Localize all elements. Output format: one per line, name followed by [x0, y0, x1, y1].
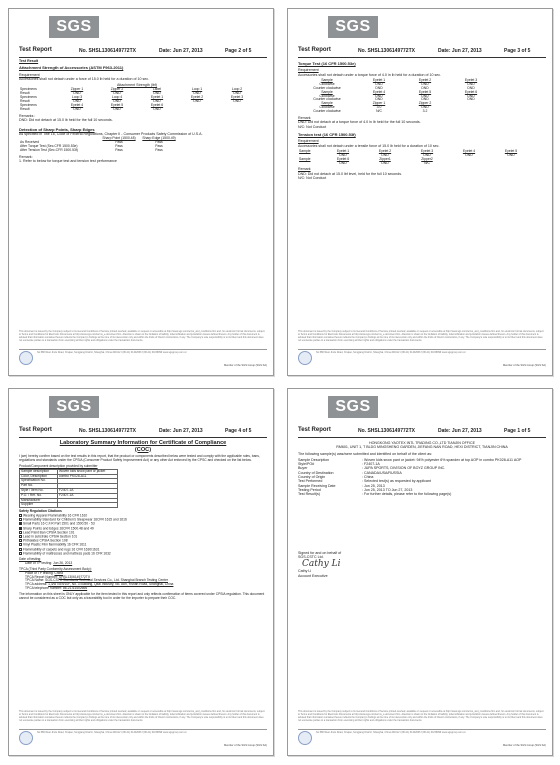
section-title: Tension test (16 CFR 1500.53f) — [298, 131, 356, 137]
section-text: As specified in Title 16, Code of Federal Regulations, Chapter II - Consumer Products Safety Commission of U.S.A. — [19, 131, 203, 136]
strength-table — [19, 88, 257, 111]
row-label: Sample — [299, 156, 311, 161]
torque-table — [298, 79, 494, 114]
row-label: Sample — [321, 101, 333, 106]
table-cell: Loop 2 — [231, 87, 243, 92]
table-row — [298, 110, 494, 114]
remark-label: Remark: — [19, 154, 33, 159]
signer-name: Cathy Li — [298, 569, 312, 574]
signer-title: Account Executive — [298, 573, 328, 578]
row-label: Clockwise — [319, 93, 335, 98]
footer-rule — [298, 349, 546, 350]
table-cell: Eyelet 1 — [336, 148, 350, 153]
table-cell: Loop 1 — [191, 87, 203, 92]
footer-address: No.588 West Jindu Road, Xinqiao, Songjiang District, Shanghai, China 201612 t (86-21) 61402666 f (86-21) 61156899 www.sgsgroup.com.cn — [37, 351, 187, 354]
sharp-table — [19, 137, 179, 153]
row-label — [298, 162, 322, 166]
report-label: Test Report — [298, 427, 331, 433]
table-cell: Loop 4 — [111, 95, 123, 100]
remark-text: N/C: Not Conduct — [298, 176, 327, 181]
coc-disclaimer: The information on this sheet is ONLY applicable for the item tested in this report and only reflects confirmation of items covered under CPSIA regulation. This document cannot be considered as a COC but only as a traceability tool in order for the importer to prepare their COC. — [19, 591, 265, 600]
table-cell — [177, 108, 217, 112]
remarks-text: DND: Did not detach at 15.0 lb held for the full 10 seconds. — [19, 118, 113, 123]
tension-table — [298, 150, 532, 166]
coc-title: (COC) — [134, 446, 152, 453]
sample-fields — [298, 458, 546, 497]
remarks-label: Remarks : — [19, 113, 36, 118]
member-line: Member of the SGS Group (SGS SA) — [224, 364, 267, 367]
member-line: Member of the SGS Group (SGS SA) — [503, 744, 546, 747]
table-cell: DND — [375, 81, 383, 86]
footer-address: No.588 West Jindu Road, Xinqiao, Songjiang District, Shanghai, China 201612 t (86-21) 61402666 f (86-21) 61156899 www.sgsgroup.com.cn — [316, 731, 466, 734]
citation-list — [19, 514, 267, 556]
table-cell: 3.0 — [376, 105, 382, 110]
signature: Cathy Li — [302, 559, 341, 570]
desc-label: Product/Component description provided by submitter — [19, 463, 98, 468]
table-cell: DND — [467, 81, 475, 86]
citation-item — [19, 552, 267, 556]
table-cell: Pass — [155, 147, 163, 152]
row-label: Result — [20, 99, 30, 104]
table-cell: DND — [113, 91, 121, 96]
sgs-seal-icon — [19, 351, 33, 365]
report-page-4 — [8, 388, 274, 756]
sample-intro: The following sample(s) was/were submitted and identified on behalf of the client as: — [298, 451, 433, 456]
report-label: Test Report — [19, 47, 52, 53]
requirement-text: Accessories shall not detach under a force of 15.0 lb held for a duration of 10 sec. — [19, 76, 150, 81]
table-cell: DND — [339, 152, 347, 157]
citation-text: Flammability of carpets and rugs 16 CFR 1630/1631 — [23, 547, 100, 552]
table-cell: DND — [233, 91, 241, 96]
row-label: Sample — [321, 77, 333, 82]
page-footer — [19, 331, 267, 371]
table-cell — [58, 503, 118, 508]
table-cell: Eyelet 6 — [336, 156, 350, 161]
field-value: : F2407-1A — [362, 462, 380, 467]
report-label: Test Report — [19, 427, 52, 433]
requirement-label: Requirement — [19, 72, 40, 77]
requirement-label: Requirement — [298, 139, 319, 144]
citation-text: Flammability of mattresses and mattress pads 16 CFR 1632 — [23, 551, 111, 556]
table-cell: Eyelet 3 — [420, 148, 434, 153]
table-cell: DND — [153, 91, 161, 96]
section-title: Detection of Sharp Points, Sharp Edges — [19, 126, 95, 132]
table-cell: DND — [375, 85, 383, 90]
table-cell: DND — [507, 152, 515, 157]
table-cell: DND — [193, 91, 201, 96]
table-cell: DND — [423, 152, 431, 157]
test-result-heading: Test Result — [19, 59, 39, 63]
sgs-logo: SGS — [328, 16, 378, 38]
remark-text: DND: Did not detach at a torque force of 4.0 in lb held for the full 10 seconds. — [298, 120, 421, 125]
field-label: Country of Origin — [298, 475, 326, 480]
row-label: Clockwise — [319, 105, 335, 110]
field-value: : JUPA SPORTS, DIVISION OF BOYZ GROUP INC. — [362, 466, 446, 471]
report-page-2 — [8, 8, 274, 376]
table-cell: Label — [152, 87, 162, 92]
page-footer — [298, 331, 546, 371]
table-cell: Eyelet 4 — [372, 89, 386, 94]
field-label: Test Result(s) — [298, 492, 320, 497]
report-number: No. SHSL1306149772TX — [79, 428, 136, 434]
table-cell: DND — [73, 91, 81, 96]
footer-rule — [19, 349, 267, 350]
remark-label: Remark — [298, 116, 311, 121]
row-label: Specification No. — [20, 479, 58, 484]
row-label: As Received — [20, 140, 40, 145]
row-label: Counter clockwise — [313, 109, 341, 114]
table-cell: DND — [467, 97, 475, 102]
sgs-logo: SGS — [328, 396, 378, 418]
kv-value: 86-21-61402666 — [62, 586, 88, 591]
report-page-3 — [287, 8, 553, 376]
unchecked-box-icon — [19, 548, 22, 551]
table-cell: Zipper 1 — [70, 87, 84, 92]
table-cell: Eyelet 5 — [418, 89, 432, 94]
citation-text: Small Parts 16 C.F.R Part 1501 and 1500.50 - 53 — [23, 521, 95, 526]
date-testing-label: Date of testing: — [19, 557, 42, 562]
unchecked-box-icon — [19, 514, 22, 517]
table-cell: Eyelet 6 — [464, 89, 478, 94]
row-label: P.O. / Ref. No. — [20, 493, 58, 498]
table-cell: Eyelet 2 — [190, 95, 204, 100]
table-cell: Zipper 2 — [418, 101, 432, 106]
sgs-logo: SGS — [49, 396, 99, 418]
table-cell: Eyelet 4 — [70, 103, 84, 108]
kv-value: 1,4/6/7/8/9/10F, No. 3 Building, Qitai Industry, No. 889, Yishan Road, Shanghai, China — [48, 582, 174, 587]
kv-label: TPCA Report Number: — [25, 574, 58, 579]
table-cell — [490, 162, 532, 166]
signed-line: Signed for and on behalf of — [298, 550, 342, 555]
table-cell: Eyelet 2 — [378, 148, 392, 153]
table-cell: Zipper1 — [379, 156, 391, 161]
page-body — [298, 59, 546, 180]
field-value: : Woven kids snow pant or jacket: 94% polyester 6% spandex at top AOP in combo PK028-A11 AOP — [362, 457, 522, 462]
table-cell: DND — [467, 93, 475, 98]
applicant-address: RM601, UNIT 1, T BLDG MINGSHENG GARDEN, JIEFANG NAN ROAD, HEXI DISTRICT, TIANJIN CHINA — [336, 445, 508, 450]
table-cell: N/C — [424, 160, 430, 165]
row-label: Supplier — [20, 503, 58, 508]
page-body — [19, 59, 267, 163]
row-label: Sample description — [20, 469, 58, 474]
report-date: Date: Jun 27, 2013 — [438, 428, 482, 434]
unchecked-box-icon — [19, 552, 22, 555]
table-cell: DND — [73, 107, 81, 112]
citation-text: Sharp Points and Edges 16CFR 1500.48 and 49 — [23, 525, 94, 530]
safety-title: Safety Regulation Citations — [19, 509, 62, 514]
row-label: Counter clockwise — [313, 85, 341, 90]
sgs-logo: SGS — [49, 16, 99, 38]
table-cell: Eyelet 5 — [110, 103, 124, 108]
table-row — [19, 108, 257, 112]
citation-text: Lead Paint Ban CPSIA Section 101 — [23, 530, 75, 535]
tp-date-row — [25, 562, 267, 566]
row-label: Color, Description — [20, 474, 58, 479]
table-cell: Pass — [115, 147, 123, 152]
sgs-seal-icon — [298, 351, 312, 365]
requirement-text: Accessories shall not detach under a torque force of 4.0 in lb held for a duration of 10 sec. — [298, 72, 442, 77]
table-row — [298, 162, 532, 166]
table-cell: Eyelet 4 — [462, 148, 476, 153]
strength-header: Attachment Strength (lbf) — [117, 83, 157, 88]
footer-address: No.588 West Jindu Road, Xinqiao, Songjiang District, Shanghai, China 201612 t (86-21) 61402666 f (86-21) 61156899 www.sgsgroup.com.cn — [37, 731, 187, 734]
applicant-name: HONGKONG YAOTEX INTL TRADING CO.,LTD TIANJIN OFFICE — [369, 441, 475, 445]
table-cell: Eyelet 1 — [372, 77, 386, 82]
citation-text: Phthalates CPSIA Section 108 — [23, 538, 68, 543]
table-cell: Pass — [115, 143, 123, 148]
table-cell — [217, 108, 257, 112]
table-cell: Zipper2 — [421, 156, 433, 161]
page-body — [298, 441, 546, 578]
table-cell: DND — [421, 93, 429, 98]
unchecked-box-icon — [19, 531, 22, 534]
report-date: Date: Jun 27, 2013 — [159, 48, 203, 54]
citation-text: Vinyl Plastic Film flammability 16 CFR 1611 — [23, 542, 87, 547]
citation-text: Lead in substrate CPSIA Section 101 — [23, 534, 78, 539]
row-label: Counter clockwise — [313, 97, 341, 102]
footer-address: No.588 West Jindu Road, Xinqiao, Songjiang District, Shanghai, China 201612 t (86-21) 61402666 f (86-21) 61156899 www.sgsgroup.com.cn — [316, 351, 466, 354]
table-cell: Pass — [155, 143, 163, 148]
citation-text: Wearing Apparel Flammability 16 CFR 1610 — [23, 513, 88, 518]
remark-text: N/C: Not Conduct — [298, 124, 327, 129]
coc-intro: I (we) hereby confirm based on the test results in this report, that the product or components described below were tested and comply with the applicable rules, bans, regulations and standards under the CPSIA (Consumer Product Safety Improvement Act) or any other Act enforced by the CPSC and checked on the list below. — [19, 454, 260, 463]
table-cell: Loop 3 — [71, 95, 83, 100]
table-cell: Woven kids snow pant or jacket — [58, 469, 118, 474]
requirement-label: Requirement — [298, 68, 319, 73]
header-rule — [19, 437, 267, 438]
footer-terms: This document is issued by the Company subject to its General Conditions of Service printed overleaf, available on request or accessible at http://www.sgs.com/terms_and_conditions.htm and, for electronic format documents, subject to Terms and Conditions for Electronic Documents at http://www.sgs.com/terms_e-document.htm. Attention is drawn to the limitation of liability, indemnification and jurisdiction issues defined therein. Any holder of this document is advised that information contained hereon reflects the Company's findings at the time of its intervention only and within the limits of Client's instructions, if any. The Company's sole responsibility is to its Client and this document does not exonerate parties to a transaction from exercising all their rights and obligations under the transaction documents. — [19, 710, 265, 722]
table-cell: Pass — [115, 140, 123, 145]
kv-label: TPCA telephone number: — [25, 586, 63, 591]
table-cell: DND — [421, 81, 429, 86]
sgs-seal-icon — [298, 731, 312, 745]
field-label: Style/PO# — [298, 462, 315, 467]
row-label: After Torque Test (Sec.CFR 1500.53e) — [20, 143, 78, 148]
field-row — [298, 492, 546, 496]
table-cell: DND — [421, 105, 429, 110]
remark-label: Remark — [298, 167, 311, 172]
section-title: Attachment Strength of Accessories (ASTM F963-2011) — [19, 65, 124, 71]
table-cell: DND — [465, 152, 473, 157]
page-number: Page 1 of 5 — [504, 428, 531, 434]
report-date: Date: Jun 27, 2013 — [438, 48, 482, 54]
table-row — [20, 503, 118, 508]
table-cell: DND — [73, 99, 81, 104]
table-cell: F2407-1A — [58, 488, 118, 493]
table-cell: Eyelet 6 — [150, 103, 164, 108]
report-number: No. SHSL1306149772TX — [79, 48, 136, 54]
table-cell: DND — [421, 85, 429, 90]
footer-terms: This document is issued by the Company subject to its General Conditions of Service printed overleaf, available on request or accessible at http://www.sgs.com/terms_and_conditions.htm and, for electronic format documents, subject to Terms and Conditions for Electronic Documents at http://www.sgs.com/terms_e-document.htm. Attention is drawn to the limitation of liability, indemnification and jurisdiction issues defined therein. Any holder of this document is advised that information contained hereon reflects the Company's findings at the time of its intervention only and within the limits of Client's instructions, if any. The Company's sole responsibility is to its Client and this document does not exonerate parties to a transaction from exercising all their rights and obligations under the transaction documents. — [298, 330, 544, 342]
kv-value: SHSL1306149772TX — [58, 574, 91, 579]
table-cell: Pass — [155, 140, 163, 145]
footer-rule — [298, 729, 546, 730]
field-label: Sample Description — [298, 457, 330, 462]
table-cell: DND — [375, 97, 383, 102]
unchecked-box-icon — [19, 539, 22, 542]
page-number: Page 3 of 5 — [504, 48, 531, 54]
table-cell: Eyelet 3 — [464, 77, 478, 82]
field-label: Country of Destination — [298, 470, 334, 475]
remark-text: DND: Did not detach at 15.0 lbf level, held for the full 10 seconds. — [298, 171, 403, 176]
page-footer — [19, 711, 267, 751]
checked-box-icon — [19, 522, 22, 525]
row-label: Sample — [299, 148, 311, 153]
page-number: Page 4 of 5 — [225, 428, 252, 434]
table-cell: Eyelet 1 — [150, 95, 164, 100]
header-rule — [298, 57, 546, 58]
field-value: : Jun 25, 2013 — [362, 483, 385, 488]
tp-date-label: Date of TP testing: — [25, 560, 53, 565]
tpca-label: TPCA (Third Party Conformity Assessment Body): — [19, 566, 92, 571]
table-cell: DND — [381, 160, 389, 165]
description-table — [19, 469, 118, 508]
kv-label: TPCA Name: — [25, 578, 45, 583]
table-cell — [448, 110, 494, 114]
table-cell: Eyelet 5 — [504, 148, 518, 153]
field-label: Test Performed — [298, 479, 323, 484]
header-rule — [298, 437, 546, 438]
row-label: Clockwise — [319, 81, 335, 86]
kv-row — [25, 587, 267, 591]
table-cell: combo PK028-A11 — [58, 474, 118, 479]
report-number: No. SHSL1306149772TX — [358, 48, 415, 54]
section-title: Torque Test (16 CFR 1500.53e) — [298, 61, 356, 66]
requirement-text: Accessories shall not detach under a tensile force of 15.0 lb held for a duration of 10 sec. — [298, 143, 440, 148]
field-value: : Jun 25, 2013 TO Jun 27, 2013 — [362, 487, 413, 492]
row-label: Specimens — [20, 87, 37, 92]
table-cell: DND — [193, 99, 201, 104]
member-line: Member of the SGS Group (SGS SA) — [224, 744, 267, 747]
unchecked-box-icon — [19, 518, 22, 521]
table-cell: F2407-1A — [58, 493, 118, 498]
row-label: Specimens — [20, 103, 37, 108]
kv-label: TPCA address: — [25, 582, 48, 587]
report-number: No. SHSL1306149772TX — [358, 428, 415, 434]
table-cell: DND — [113, 107, 121, 112]
col-header: Sharp Edge (1500.49) — [142, 136, 176, 141]
sgs-seal-icon — [19, 731, 33, 745]
table-cell: Eyelet 3 — [230, 95, 244, 100]
row-label: After Tension Test (Sec.CFR 1500.53f) — [20, 147, 78, 152]
row-label: Specimens — [20, 95, 37, 100]
coc-title: Laboratory Summary Information for Certificate of Compliance — [59, 440, 227, 446]
footer-rule — [19, 729, 267, 730]
remark-text: 1. Refer to below for torque test and tension test performance — [19, 159, 117, 164]
table-cell: DND — [153, 99, 161, 104]
table-cell: DND — [375, 93, 383, 98]
kv-value: China — [54, 570, 64, 575]
field-value: : Selected test(s) as requested by applicant — [362, 479, 431, 484]
field-value: : CANADA/USA/RUSSIA — [362, 470, 402, 475]
table-cell: DND — [339, 160, 347, 165]
row-label: Style / Item No. — [20, 488, 58, 493]
page-number: Page 2 of 5 — [225, 48, 252, 54]
table-cell: N/C — [376, 109, 382, 114]
unchecked-box-icon — [19, 543, 22, 546]
checked-box-icon — [19, 527, 22, 530]
table-cell: Zipper 2 — [110, 87, 124, 92]
table-cell: DND — [153, 107, 161, 112]
field-value: : For further details, please refer to the following page(s) — [362, 492, 452, 497]
report-date: Date: Jun 27, 2013 — [159, 428, 203, 434]
field-label: Buyer — [298, 466, 308, 471]
row-label: Part No. — [20, 484, 58, 489]
table-cell — [448, 162, 490, 166]
kv-value: SGS-CSTC Standards Technical Services Co., Ltd. Shanghai Branch Testing Center — [45, 578, 169, 583]
row-label: Result — [20, 107, 30, 112]
table-cell: Eyelet 2 — [418, 77, 432, 82]
tp-date-value: Jun 26, 2013 — [53, 560, 73, 565]
unchecked-box-icon — [19, 535, 22, 538]
footer-terms: This document is issued by the Company subject to its General Conditions of Service printed overleaf, available on request or accessible at http://www.sgs.com/terms_and_conditions.htm and, for electronic format documents, subject to Terms and Conditions for Electronic Documents at http://www.sgs.com/terms_e-document.htm. Attention is drawn to the limitation of liability, indemnification and jurisdiction issues defined therein. Any holder of this document is advised that information contained hereon reflects the Company's findings at the time of its intervention only and within the limits of Client's instructions, if any. The Company's sole responsibility is to its Client and this document does not exonerate parties to a transaction from exercising all their rights and obligations under the transaction documents. — [19, 330, 265, 342]
table-cell: 3.2 — [422, 109, 428, 114]
row-label: Sample — [321, 89, 333, 94]
citation-text: Flammability Standard for Children's Sleepwear 16CFR 1615 and 1616 — [23, 517, 127, 522]
report-label: Test Report — [298, 47, 331, 53]
field-label: Sample Receiving Date — [298, 483, 336, 488]
field-label: Testing Period — [298, 487, 321, 492]
signed-company: SGS-CSTC Ltd. — [298, 554, 324, 559]
table-cell: DND — [421, 97, 429, 102]
table-cell: DND — [113, 99, 121, 104]
page-footer — [298, 711, 546, 751]
member-line: Member of the SGS Group (SGS SA) — [503, 364, 546, 367]
header-rule — [19, 57, 267, 58]
table-cell: DND — [381, 152, 389, 157]
table-cell: DND — [467, 85, 475, 90]
report-page-1 — [287, 388, 553, 756]
col-header: Sharp Point (1500.48) — [102, 136, 136, 141]
field-value: : China — [362, 475, 374, 480]
page-body — [19, 440, 267, 601]
table-cell: Zipper 1 — [372, 101, 386, 106]
table-row — [19, 149, 179, 153]
row-label: Manufacturer — [20, 498, 58, 503]
kv-label: Place of TP testing: — [25, 570, 54, 575]
footer-terms: This document is issued by the Company subject to its General Conditions of Service printed overleaf, available on request or accessible at http://www.sgs.com/terms_and_conditions.htm and, for electronic format documents, subject to Terms and Conditions for Electronic Documents at http://www.sgs.com/terms_e-document.htm. Attention is drawn to the limitation of liability, indemnification and jurisdiction issues defined therein. Any holder of this document is advised that information contained hereon reflects the Company's findings at the time of its intervention only and within the limits of Client's instructions, if any. The Company's sole responsibility is to its Client and this document does not exonerate parties to a transaction from exercising all their rights and obligations under the transaction documents. — [298, 710, 544, 722]
table-cell: DND — [233, 99, 241, 104]
row-label: Result — [20, 91, 30, 96]
